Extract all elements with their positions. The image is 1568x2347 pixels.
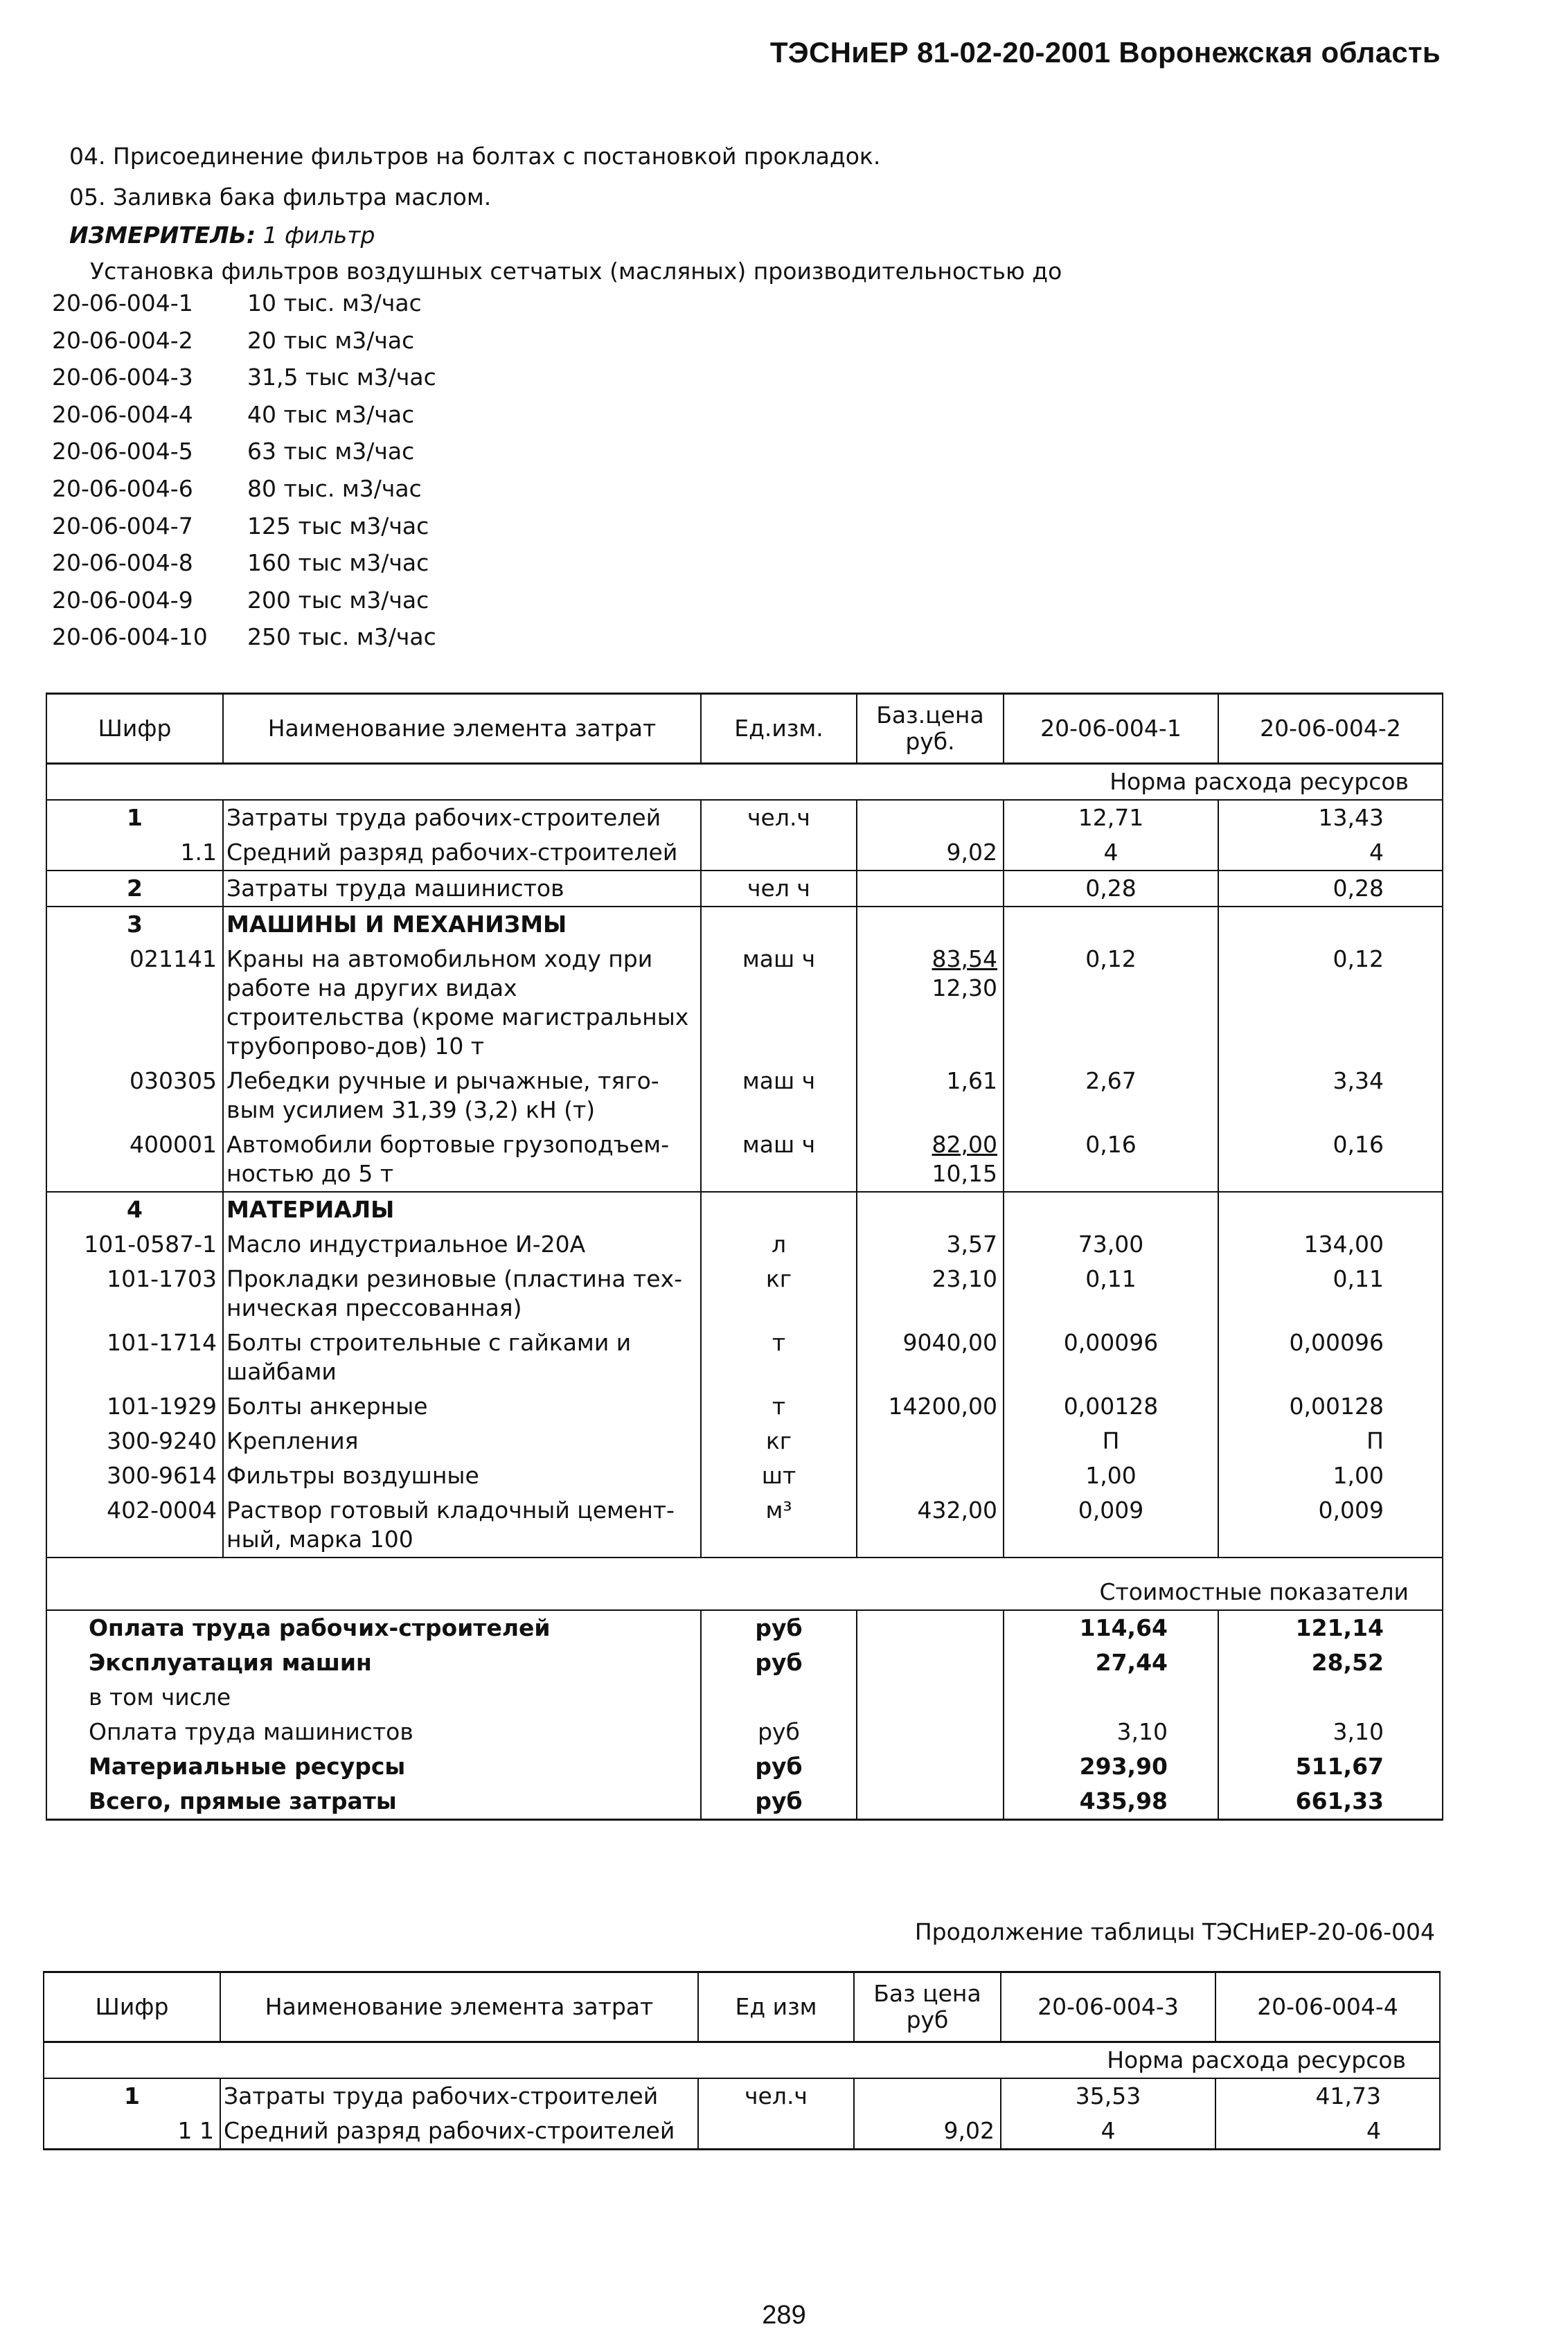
row-unit — [701, 835, 857, 871]
row-value-1: 0,009 — [1004, 1493, 1218, 1558]
code-number: 20-06-004-8 — [52, 549, 193, 577]
code-description: 20 тыс м3/час — [247, 326, 415, 354]
cost-value-2: 3,10 — [1218, 1715, 1443, 1749]
table-row — [46, 1127, 1443, 1192]
price-value: 23,10 — [932, 1265, 997, 1292]
row-price — [857, 1127, 1004, 1192]
code-description: 63 тыс м3/час — [247, 438, 415, 465]
cost-unit: руб — [701, 1645, 857, 1680]
row-value-2: 3,34 — [1218, 1064, 1443, 1127]
cost-price-empty — [857, 1645, 1004, 1680]
row-value-1 — [1004, 907, 1218, 942]
row-value-2 — [1218, 907, 1443, 942]
row-unit: чел ч — [701, 871, 857, 907]
cost-value-1: 435,98 — [1004, 1784, 1218, 1820]
row-unit: т — [701, 1326, 857, 1389]
row-value-1: 0,11 — [1004, 1262, 1218, 1326]
row-price — [857, 800, 1004, 835]
price-value: 9,02 — [946, 839, 997, 866]
row-name: Лебедки ручные и рычажные, тяго-вым усилием 31,39 (3,2) кН (т) — [223, 1064, 701, 1127]
table-row — [46, 1458, 1443, 1493]
cost-price-empty — [857, 1680, 1004, 1715]
row-name: Средний разряд рабочих-строителей — [223, 835, 701, 871]
cost-name: Всего, прямые затраты — [46, 1784, 701, 1820]
row-code: 1 — [44, 2078, 220, 2114]
price-value: 83,54 — [932, 945, 997, 972]
cost-price-empty — [857, 1715, 1004, 1749]
cost-unit: руб — [701, 1715, 857, 1749]
code-list-item — [52, 587, 436, 624]
cost-price-empty — [857, 1784, 1004, 1820]
cost-value-1 — [1004, 1680, 1218, 1715]
row-price — [857, 1262, 1004, 1326]
row-name: Затраты труда машинистов — [223, 871, 701, 907]
row-name: Масло индустриальное И-20А — [223, 1227, 701, 1262]
row-code: 030305 — [46, 1064, 223, 1127]
code-number: 20-06-004-3 — [52, 364, 193, 391]
cost-label: Стоимостные показатели — [46, 1558, 1443, 1610]
row-code: 101-1714 — [46, 1326, 223, 1389]
cost-unit — [701, 1680, 857, 1715]
measure-line — [69, 222, 375, 249]
code-description: 250 тыс. м3/час — [247, 623, 436, 651]
row-value-2: 0,00128 — [1218, 1389, 1443, 1424]
code-description: 80 тыс. м3/час — [247, 474, 422, 502]
row-value-2: 0,12 — [1218, 942, 1443, 1064]
row-price — [857, 907, 1004, 942]
code-number: 20-06-004-9 — [52, 586, 193, 614]
norm-label-row — [44, 2042, 1440, 2079]
table-row — [46, 871, 1443, 907]
cost-value-1: 293,90 — [1004, 1749, 1218, 1784]
row-name: Затраты труда рабочих-строителей — [220, 2078, 698, 2114]
row-code: 400001 — [46, 1127, 223, 1192]
row-price — [857, 942, 1004, 1064]
cost-value-2: 121,14 — [1218, 1610, 1443, 1645]
document-header: ТЭСНиЕР 81-02-20-2001 Воронежская область — [769, 36, 1441, 69]
header-cell: 20-06-004-2 — [1218, 694, 1443, 764]
cost-value-1: 27,44 — [1004, 1645, 1218, 1680]
row-unit — [698, 2114, 854, 2150]
header-cell: Баз.цена руб. — [857, 694, 1004, 764]
cost-value-1: 3,10 — [1004, 1715, 1218, 1749]
code-number: 20-06-004-7 — [52, 512, 193, 539]
row-name: Болты анкерные — [223, 1389, 701, 1424]
header-cell: Ед.изм. — [701, 694, 857, 764]
row-value-2: 134,00 — [1218, 1227, 1443, 1262]
code-description: 31,5 тыс м3/час — [247, 364, 436, 391]
code-list-item — [52, 438, 436, 475]
row-unit: маш ч — [701, 1127, 857, 1192]
row-value-1: 73,00 — [1004, 1227, 1218, 1262]
cost-unit: руб — [701, 1610, 857, 1645]
row-price — [857, 1064, 1004, 1127]
row-name: Раствор готовый кладочный цемент-ный, марка 100 — [223, 1493, 701, 1558]
row-unit: кг — [701, 1262, 857, 1326]
row-name: МАТЕРИАЛЫ — [223, 1192, 701, 1227]
row-value-2: 4 — [1218, 835, 1443, 871]
measure-label: ИЗМЕРИТЕЛЬ: — [69, 222, 256, 249]
row-code: 1.1 — [46, 835, 223, 871]
table-header-row — [44, 1972, 1440, 2042]
row-price — [854, 2114, 1001, 2150]
table-row — [46, 1064, 1443, 1127]
header-cell: Шифр — [44, 1972, 220, 2042]
row-value-2: 0,28 — [1218, 871, 1443, 907]
resource-table-1 — [46, 693, 1443, 1821]
row-price — [857, 1192, 1004, 1227]
table-row — [46, 800, 1443, 835]
row-value-2: 13,43 — [1218, 800, 1443, 835]
row-value-1 — [1004, 1192, 1218, 1227]
header-cell: 20-06-004-3 — [1001, 1972, 1215, 2042]
price-value-secondary: 10,15 — [932, 1160, 997, 1187]
page-number: 289 — [762, 2301, 806, 2330]
table-row — [46, 942, 1443, 1064]
cost-name: Оплата труда машинистов — [46, 1715, 701, 1749]
row-unit: чел.ч — [698, 2078, 854, 2114]
norm-label-row — [46, 764, 1443, 801]
table-row — [46, 835, 1443, 871]
row-unit: маш ч — [701, 1064, 857, 1127]
row-value-2: 4 — [1215, 2114, 1440, 2150]
row-code: 101-0587-1 — [46, 1227, 223, 1262]
code-list-item — [52, 289, 436, 327]
resource-table-2 — [43, 1971, 1441, 2150]
cost-row — [46, 1784, 1443, 1820]
row-name: Фильтры воздушные — [223, 1458, 701, 1493]
code-number: 20-06-004-6 — [52, 474, 193, 502]
row-name: Краны на автомобильном ходу при работе на других видах строительства (кроме магистральных трубопрово-дов) 10 т — [223, 942, 701, 1064]
cost-value-1: 114,64 — [1004, 1610, 1218, 1645]
code-list-item — [52, 623, 436, 661]
norm-label: Норма расхода ресурсов — [44, 2042, 1440, 2079]
header-cell: Шифр — [46, 694, 223, 764]
cost-label-row — [46, 1558, 1443, 1610]
code-description: 10 тыс. м3/час — [247, 289, 422, 316]
row-value-1: 0,00096 — [1004, 1326, 1218, 1389]
row-price — [857, 1227, 1004, 1262]
measure-value: 1 фильтр — [262, 222, 375, 249]
cost-name: Эксплуатация машин — [46, 1645, 701, 1680]
code-list-item — [52, 327, 436, 364]
cost-price-empty — [857, 1749, 1004, 1784]
row-value-1: 0,16 — [1004, 1127, 1218, 1192]
row-value-2: 0,16 — [1218, 1127, 1443, 1192]
row-code: 300-9614 — [46, 1458, 223, 1493]
table-row — [44, 2114, 1440, 2150]
row-price — [857, 1493, 1004, 1558]
row-value-2: 0,009 — [1218, 1493, 1443, 1558]
code-list-item — [52, 401, 436, 438]
row-value-2: 1,00 — [1218, 1458, 1443, 1493]
table-row — [44, 2078, 1440, 2114]
intro-step-05: 05. Заливка бака фильтра маслом. — [69, 184, 492, 211]
header-cell: Наименование элемента затрат — [220, 1972, 698, 2042]
row-value-2: П — [1218, 1424, 1443, 1458]
row-code: 402-0004 — [46, 1493, 223, 1558]
price-value: 82,00 — [932, 1131, 997, 1158]
code-number: 20-06-004-1 — [52, 289, 193, 316]
row-value-1: 1,00 — [1004, 1458, 1218, 1493]
table-row — [46, 1262, 1443, 1326]
cost-row — [46, 1610, 1443, 1645]
row-unit: чел.ч — [701, 800, 857, 835]
code-list-item — [52, 475, 436, 512]
row-code: 4 — [46, 1192, 223, 1227]
code-description: 125 тыс м3/час — [247, 512, 429, 539]
continuation-label: Продолжение таблицы ТЭСНиЕР-20-06-004 — [914, 1918, 1435, 1945]
row-price — [857, 1424, 1004, 1458]
row-price — [857, 1389, 1004, 1424]
row-value-1: 4 — [1004, 835, 1218, 871]
row-name: Затраты труда рабочих-строителей — [223, 800, 701, 835]
row-code: 101-1703 — [46, 1262, 223, 1326]
row-unit: маш ч — [701, 942, 857, 1064]
norm-label: Норма расхода ресурсов — [46, 764, 1443, 801]
row-code: 1 — [46, 800, 223, 835]
row-price — [857, 1458, 1004, 1493]
table-row — [46, 1326, 1443, 1389]
code-description: 40 тыс м3/час — [247, 400, 415, 428]
header-cell: Ед изм — [698, 1972, 854, 2042]
code-number: 20-06-004-4 — [52, 400, 193, 428]
price-value: 1,61 — [946, 1067, 997, 1094]
row-value-1: 35,53 — [1001, 2078, 1215, 2114]
row-value-2 — [1218, 1192, 1443, 1227]
row-value-2: 0,00096 — [1218, 1326, 1443, 1389]
cost-value-2 — [1218, 1680, 1443, 1715]
code-number: 20-06-004-10 — [52, 623, 208, 651]
code-description: 200 тыс м3/час — [247, 586, 429, 614]
row-price — [854, 2078, 1001, 2114]
table-header-row — [46, 694, 1443, 764]
row-value-1: 12,71 — [1004, 800, 1218, 835]
row-name: Прокладки резиновые (пластина тех-ническая прессованная) — [223, 1262, 701, 1326]
code-description: 160 тыс м3/час — [247, 549, 429, 577]
cost-unit: руб — [701, 1784, 857, 1820]
header-cell: 20-06-004-1 — [1004, 694, 1218, 764]
header-cell: 20-06-004-4 — [1215, 1972, 1440, 2042]
price-value: 9,02 — [943, 2117, 995, 2144]
table-row — [46, 1424, 1443, 1458]
row-name: Крепления — [223, 1424, 701, 1458]
row-unit: м³ — [701, 1493, 857, 1558]
row-unit: т — [701, 1389, 857, 1424]
row-code: 3 — [46, 907, 223, 942]
row-value-1: 0,00128 — [1004, 1389, 1218, 1424]
cost-row — [46, 1715, 1443, 1749]
row-price — [857, 1326, 1004, 1389]
table-row — [46, 907, 1443, 942]
row-price — [857, 871, 1004, 907]
row-value-1: 2,67 — [1004, 1064, 1218, 1127]
intro-step-04: 04. Присоединение фильтров на болтах с постановкой прокладок. — [69, 143, 881, 170]
row-code: 1 1 — [44, 2114, 220, 2150]
row-code: 021141 — [46, 942, 223, 1064]
table-row — [46, 1227, 1443, 1262]
row-unit — [701, 1192, 857, 1227]
install-title: Установка фильтров воздушных сетчатых (масляных) производительностью до — [90, 258, 1062, 285]
cost-row — [46, 1680, 1443, 1715]
table-row — [46, 1389, 1443, 1424]
cost-row — [46, 1645, 1443, 1680]
cost-value-2: 511,67 — [1218, 1749, 1443, 1784]
code-number: 20-06-004-5 — [52, 438, 193, 465]
row-name: Болты строительные с гайками и шайбами — [223, 1326, 701, 1389]
row-unit — [701, 907, 857, 942]
row-unit: шт — [701, 1458, 857, 1493]
row-price — [857, 835, 1004, 871]
row-value-2: 0,11 — [1218, 1262, 1443, 1326]
cost-name: Материальные ресурсы — [46, 1749, 701, 1784]
row-value-2: 41,73 — [1215, 2078, 1440, 2114]
row-value-1: 0,12 — [1004, 942, 1218, 1064]
price-value: 3,57 — [946, 1231, 997, 1258]
header-cell: Наименование элемента затрат — [223, 694, 701, 764]
row-unit: л — [701, 1227, 857, 1262]
row-code: 300-9240 — [46, 1424, 223, 1458]
row-code: 2 — [46, 871, 223, 907]
cost-name: Оплата труда рабочих-строителей — [46, 1610, 701, 1645]
cost-unit: руб — [701, 1749, 857, 1784]
row-value-1: 0,28 — [1004, 871, 1218, 907]
price-value: 14200,00 — [888, 1393, 997, 1420]
cost-row — [46, 1749, 1443, 1784]
row-unit: кг — [701, 1424, 857, 1458]
price-value: 432,00 — [917, 1497, 997, 1524]
row-value-1: 4 — [1001, 2114, 1215, 2150]
cost-price-empty — [857, 1610, 1004, 1645]
row-code: 101-1929 — [46, 1389, 223, 1424]
table-row — [46, 1192, 1443, 1227]
table-row — [46, 1493, 1443, 1558]
row-name: Автомобили бортовые грузоподъем-ностью до 5 т — [223, 1127, 701, 1192]
row-name: Средний разряд рабочих-строителей — [220, 2114, 698, 2150]
price-value-secondary: 12,30 — [932, 974, 997, 1001]
price-value: 9040,00 — [902, 1329, 997, 1356]
code-list-item — [52, 549, 436, 587]
cost-value-2: 28,52 — [1218, 1645, 1443, 1680]
code-list-item — [52, 364, 436, 401]
code-list — [52, 289, 436, 661]
header-cell: Баз цена руб — [854, 1972, 1001, 2042]
row-value-1: П — [1004, 1424, 1218, 1458]
code-number: 20-06-004-2 — [52, 326, 193, 354]
code-list-item — [52, 512, 436, 550]
row-name: МАШИНЫ И МЕХАНИЗМЫ — [223, 907, 701, 942]
cost-name: в том числе — [46, 1680, 701, 1715]
cost-value-2: 661,33 — [1218, 1784, 1443, 1820]
